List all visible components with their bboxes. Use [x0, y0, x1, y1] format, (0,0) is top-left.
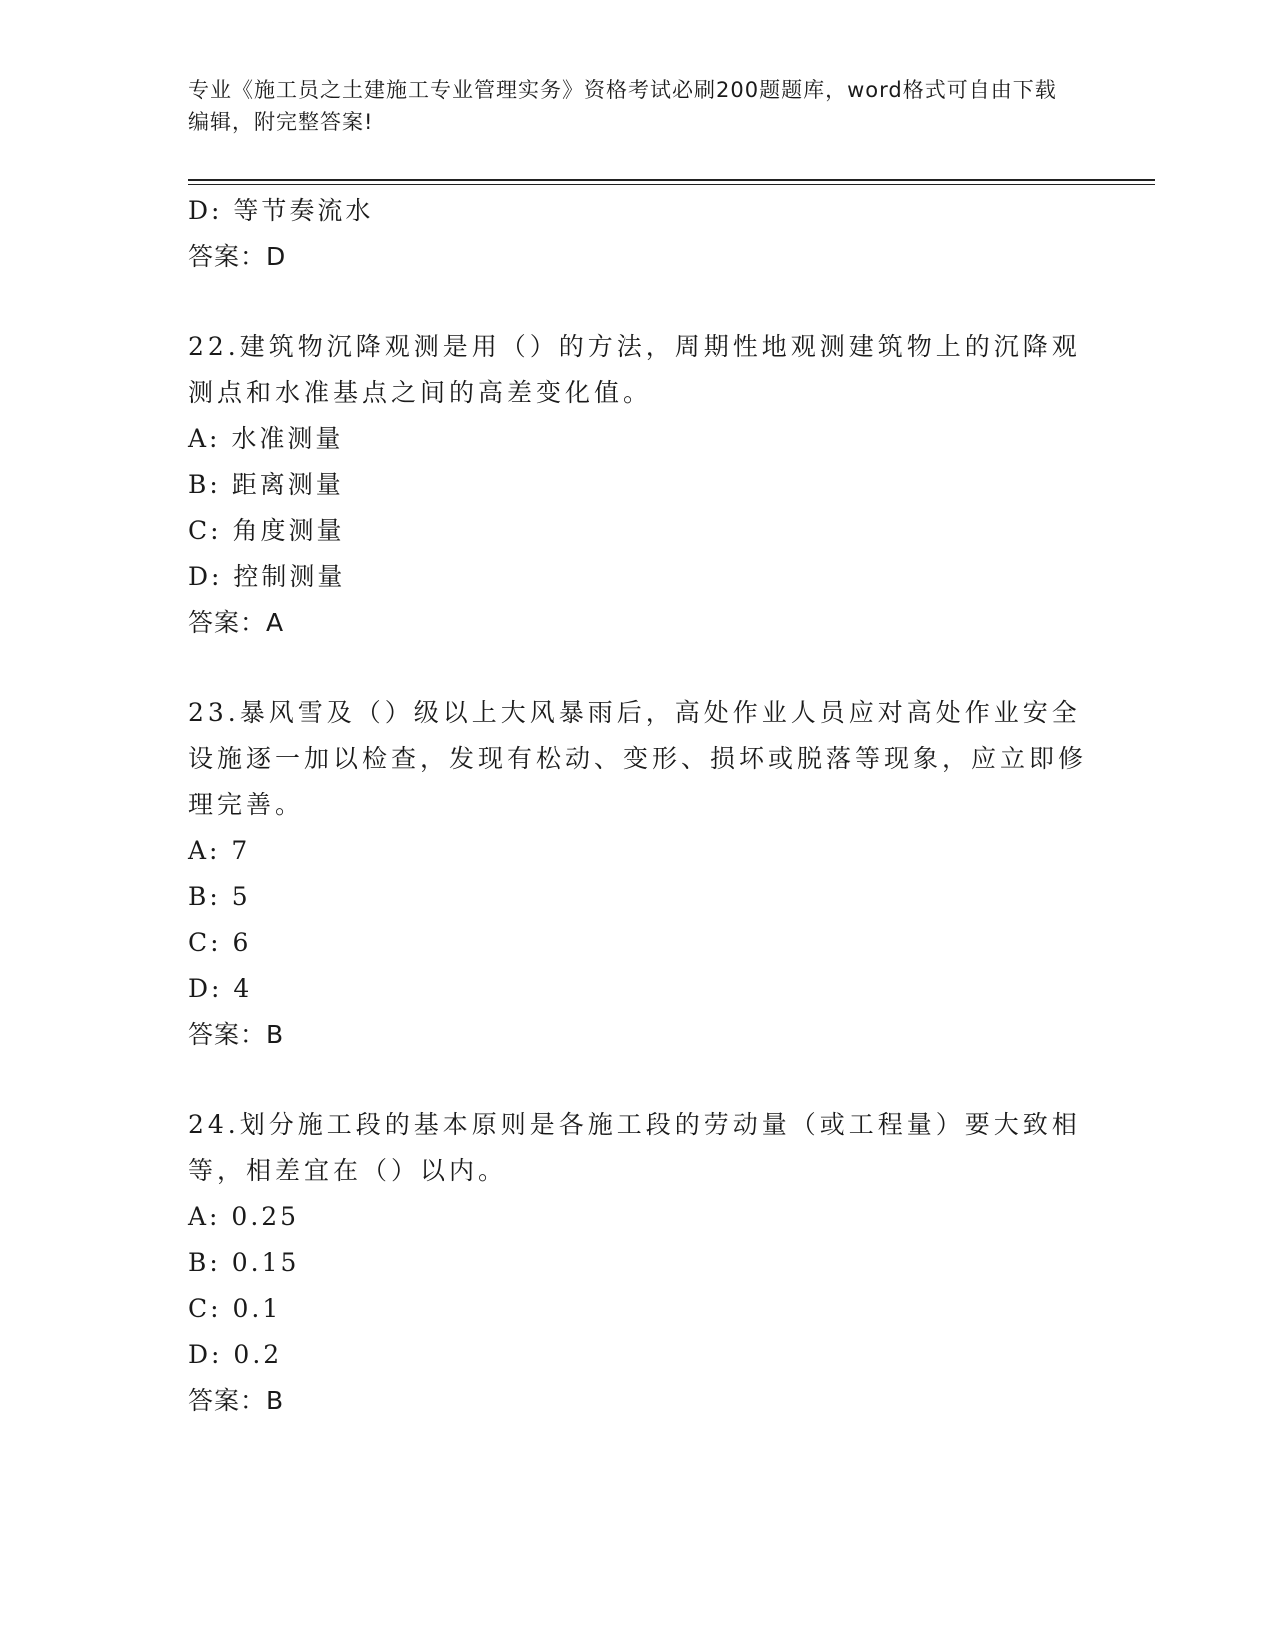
page-header: 专业《施工员之土建施工专业管理实务》资格考试必刷200题题库，word格式可自由下载编辑，附完整答案! [188, 78, 1057, 134]
option-b: B: 0.15 [188, 1248, 300, 1277]
option-a: A: 水准测量 [188, 424, 344, 453]
header-divider-thin [188, 184, 1155, 185]
header-divider-thick [188, 179, 1155, 181]
prev-answer: 答案：D [188, 242, 287, 271]
prev-option-d: D: 等节奏流水 [188, 196, 374, 225]
question-text: 23.暴风雪及（）级以上大风暴雨后，高处作业人员应对高处作业安全设施逐一加以检查，发现有松动、变形、损坏或脱落等现象，应立即修理完善。 [188, 698, 1088, 819]
question-text: 22.建筑物沉降观测是用（）的方法，周期性地观测建筑物上的沉降观测点和水准基点之间的高差变化值。 [188, 332, 1081, 407]
question-24 [188, 1102, 1088, 1424]
answer: 答案：A [188, 608, 285, 637]
option-d: D: 4 [188, 974, 253, 1003]
option-a: A: 7 [188, 836, 251, 865]
option-c: C: 0.1 [188, 1294, 282, 1323]
answer: 答案：B [188, 1020, 285, 1049]
question-list [188, 188, 1088, 1424]
question-23 [188, 690, 1088, 1058]
option-d: D: 0.2 [188, 1340, 283, 1369]
question-22 [188, 324, 1088, 646]
question-text: 24.划分施工段的基本原则是各施工段的劳动量（或工程量）要大致相等，相差宜在（）以内。 [188, 1110, 1081, 1185]
option-d: D: 控制测量 [188, 562, 346, 591]
answer: 答案：B [188, 1386, 285, 1415]
option-b: B: 距离测量 [188, 470, 344, 499]
option-c: C: 6 [188, 928, 252, 957]
option-a: A: 0.25 [188, 1202, 300, 1231]
option-b: B: 5 [188, 882, 251, 911]
option-c: C: 角度测量 [188, 516, 345, 545]
